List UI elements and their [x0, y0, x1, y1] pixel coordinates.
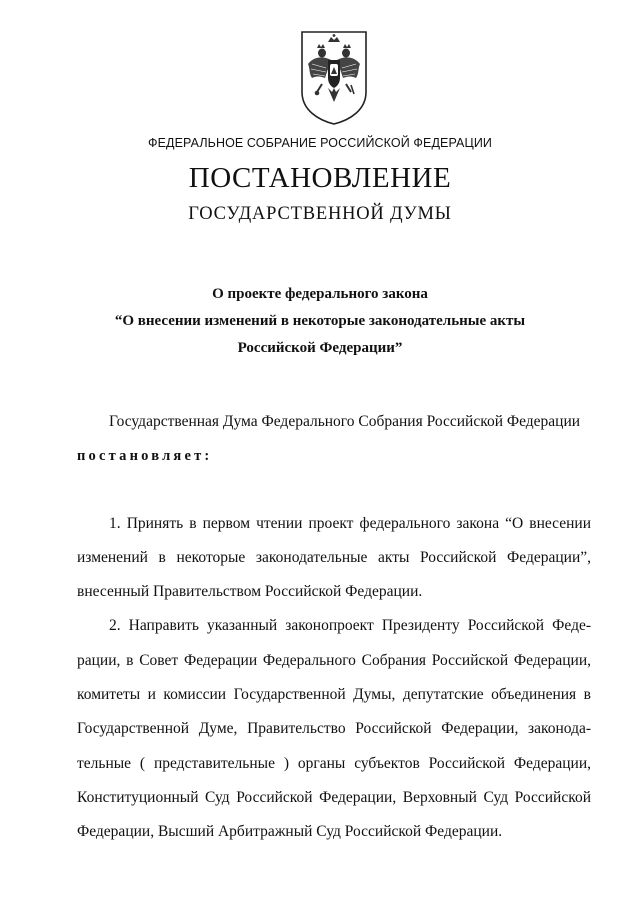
item-1-line: 1. Принять в первом чтении проект федерального закона “О внесении [109, 515, 591, 532]
organization-name: ФЕДЕРАЛЬНОЕ СОБРАНИЕ РОССИЙСКОЙ ФЕДЕРАЦИИ [147, 136, 493, 150]
item-2-line: Государственной Думе, Правительство Российской Федерации, законода- [77, 720, 591, 737]
document-type-title: ПОСТАНОВЛЕНИЕ [188, 162, 452, 194]
decree-word: постановляет: [77, 448, 213, 464]
russian-coat-of-arms-icon [298, 30, 370, 126]
issuing-body-subtitle: ГОСУДАРСТВЕННОЙ ДУМЫ [188, 204, 452, 224]
item-2-line: комитеты и комиссии Государственной Думы, депутатские объединения в [77, 686, 591, 703]
subject-line: Российской Федерации” [237, 340, 403, 356]
item-1-line: изменений в некоторые законодательные акты Российской Федерации”, [77, 549, 591, 566]
resolution-subject [0, 281, 640, 362]
preamble-line: Государственная Дума Федерального Собрания Российской Федерации [109, 413, 581, 430]
item-2-line: тельные ( представительные ) органы субъектов Российской Федерации, [77, 755, 591, 772]
subject-line: “О внесении изменений в некоторые законодательные акты [114, 313, 526, 329]
subject-line: О проекте федерального закона [212, 286, 428, 302]
item-2-line: Конституционный Суд Российской Федерации, Верховный Суд Российской [77, 789, 591, 806]
item-2-line: рации, в Совет Федерации Федерального Собрания Российской Федерации, [77, 652, 591, 669]
item-2-line: 2. Направить указанный законопроект Президенту Российской Феде- [109, 617, 591, 634]
item-2-line: Федерации, Высший Арбитражный Суд Российской Федерации. [77, 823, 503, 840]
item-1-line: внесенный Правительством Российской Федерации. [77, 583, 423, 600]
